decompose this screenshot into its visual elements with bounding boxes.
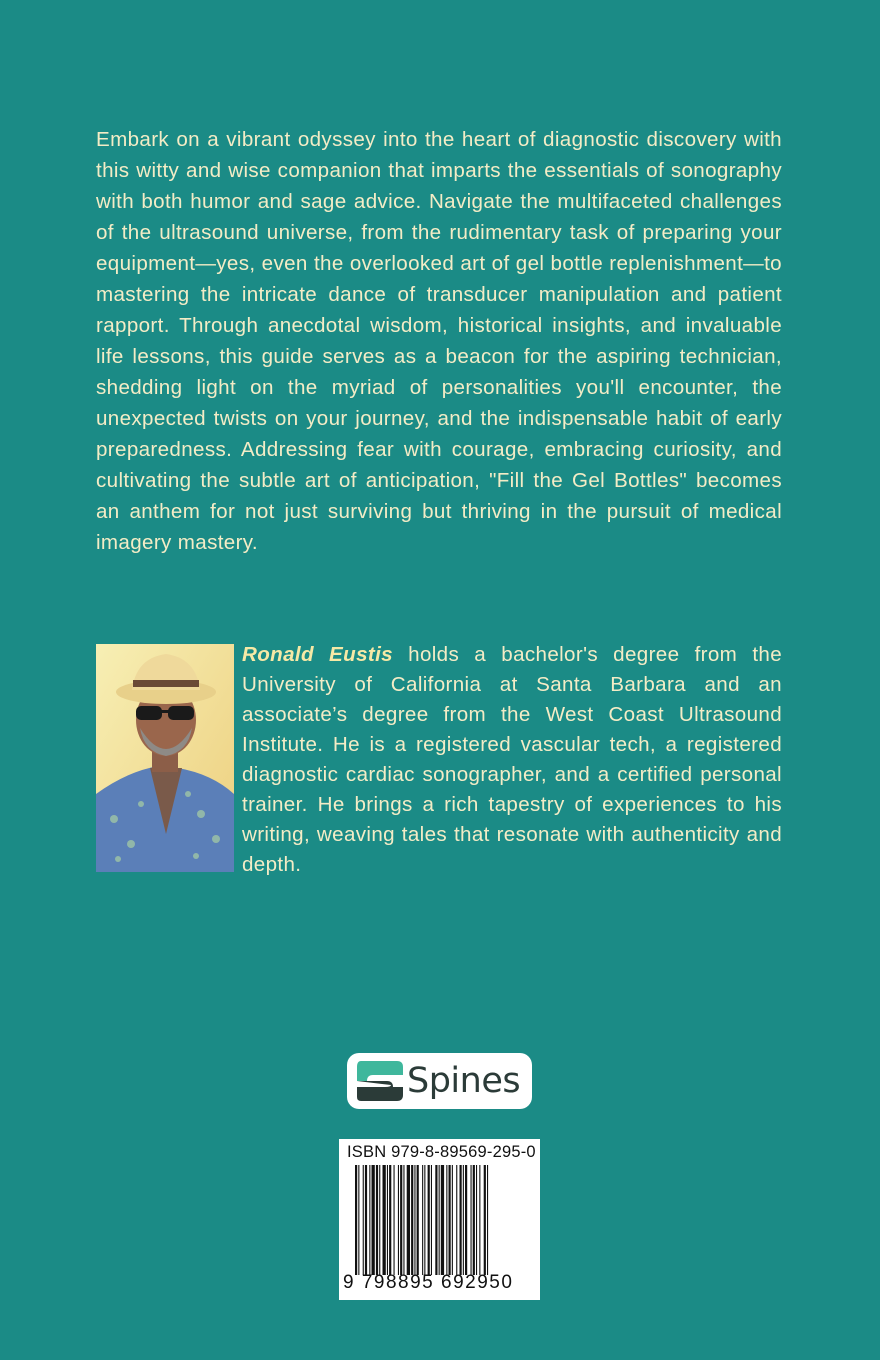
publisher-logo [347,1053,532,1109]
author-photo [96,644,234,872]
author-name: Ronald Eustis [242,643,393,666]
barcode-bars [355,1165,525,1275]
back-cover-blurb: Embark on a vibrant odyssey into the heart of diagnostic discovery with this witty and wise companion that imparts the essentials of sonography with both humor and sage advice. Navigate the multifaceted challenges of the ultrasound universe, from the rudimentary task of preparing your equipment—yes, even the overlooked art of gel bottle replenishment—to mastering the intricate dance of transducer manipulation and patient rapport. Through anecdotal wisdom, historical insights, and invaluable life lessons, this guide serves as a beacon for the aspiring technician, shedding light on the myriad of personalities you'll encounter, the unexpected twists on your journey, and the indispensable habit of early preparedness. Addressing fear with courage, embracing curiosity, and cultivating the subtle art of anticipation, "Fill the Gel Bottles" becomes an anthem for not just surviving but thriving in the pursuit of medical imagery mastery. [96,128,782,554]
spines-logo-icon [353,1057,405,1105]
publisher-name: Spines [407,1061,521,1101]
author-bio [242,640,782,880]
author-bio-text: holds a bachelor's degree from the University of California at Santa Barbara and an associate’s degree from the West Coast Ultrasound Institute. He is a registered vascular tech, a registered diagnostic cardiac sonographer, and a certified personal trainer. He brings a rich tapestry of experiences to his writing, weaving tales that resonate with authenticity and depth. [242,643,783,876]
barcode [339,1139,540,1300]
isbn-label: ISBN 979-8-89569-295-0 [347,1143,536,1161]
barcode-digits: 9 798895 692950 [343,1272,514,1293]
